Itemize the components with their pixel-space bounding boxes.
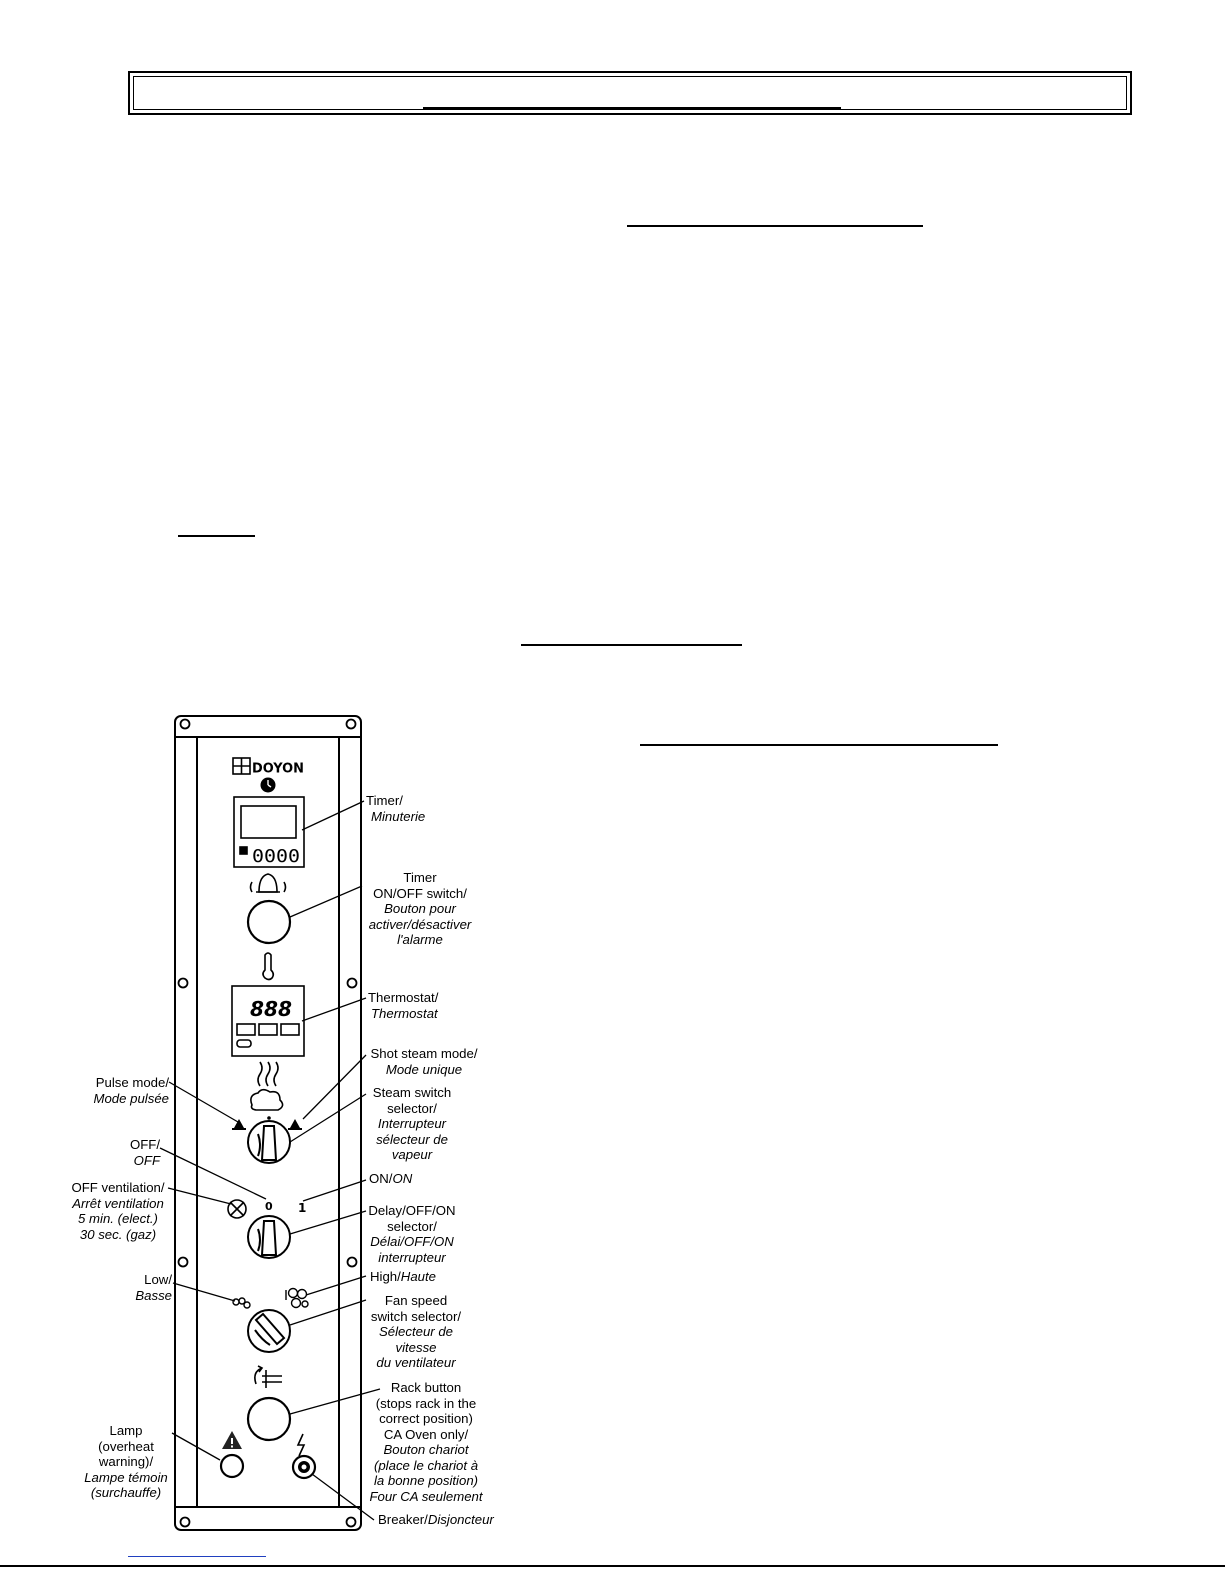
rack-rotation-icon [255, 1366, 282, 1388]
callout-off-ventilation: OFF ventilation/ Arrêt ventilation 5 min. (elect.) 30 sec. (gaz) [71, 1180, 165, 1242]
fan-speed-knob [248, 1310, 290, 1352]
callout-breaker: Breaker/Disjoncteur [378, 1512, 494, 1527]
on-mark: 1 [298, 1201, 307, 1215]
footer-rule [0, 1565, 1225, 1567]
timer-onoff-button [248, 901, 290, 943]
mounting-screws [179, 720, 357, 1527]
breaker-button [293, 1456, 315, 1478]
off-ventilation-icon [228, 1200, 246, 1218]
fan-high-icon [286, 1289, 308, 1308]
timer-digits: 0000 [252, 846, 300, 867]
callout-lamp: Lamp (overheat warning)/ Lampe témoin (surchauffe) [84, 1423, 168, 1500]
footer-link-underline [128, 1556, 266, 1557]
callout-on: ON/ON [369, 1171, 413, 1186]
callout-off: OFF/ OFF [129, 1137, 160, 1168]
bell-icon [251, 874, 286, 892]
overheat-lamp [221, 1455, 243, 1477]
delay-selector-knob [248, 1216, 290, 1258]
shot-steam-icon [288, 1119, 302, 1130]
callout-pulse-mode: Pulse mode/ Mode pulsée [93, 1075, 169, 1106]
thermostat-digits: 888 [250, 997, 293, 1021]
callout-timer-switch: Timer ON/OFF switch/ Bouton pour activer/désactiver l'alarme [368, 870, 472, 947]
callout-shot-steam: Shot steam mode/ Mode unique [370, 1046, 478, 1077]
callout-fan-speed: Fan speed switch selector/ Sélecteur de vitesse du ventilateur [370, 1293, 462, 1370]
thermometer-icon [263, 953, 273, 980]
doyon-logo-icon [233, 758, 250, 774]
fan-low-icon [233, 1298, 250, 1308]
clock-icon [261, 778, 276, 793]
callout-delay-selector: Delay/OFF/ON selector/ Délai/OFF/ON interrupteur [368, 1203, 456, 1265]
steam-icon [251, 1062, 283, 1110]
callout-thermostat: Thermostat/ Thermostat [368, 990, 439, 1021]
logo-text: DOYON [252, 761, 304, 777]
rack-button [248, 1398, 290, 1440]
callout-low: Low/ Basse [135, 1272, 172, 1303]
pulse-mode-icon [232, 1119, 246, 1130]
warning-triangle-icon [222, 1431, 242, 1449]
off-mark: 0 [265, 1200, 273, 1213]
lightning-icon [298, 1434, 304, 1456]
callout-timer: Timer/ Minuterie [366, 793, 426, 824]
steam-selector-knob [248, 1121, 290, 1163]
callout-high: High/Haute [370, 1269, 436, 1284]
callout-steam-switch: Steam switch selector/ Interrupteur sélecteur de vapeur [372, 1085, 452, 1162]
callout-rack-button: Rack button (stops rack in the correct position) CA Oven only/ Bouton chariot (place le chariot à la bonne position) Four CA seulement [369, 1380, 483, 1504]
